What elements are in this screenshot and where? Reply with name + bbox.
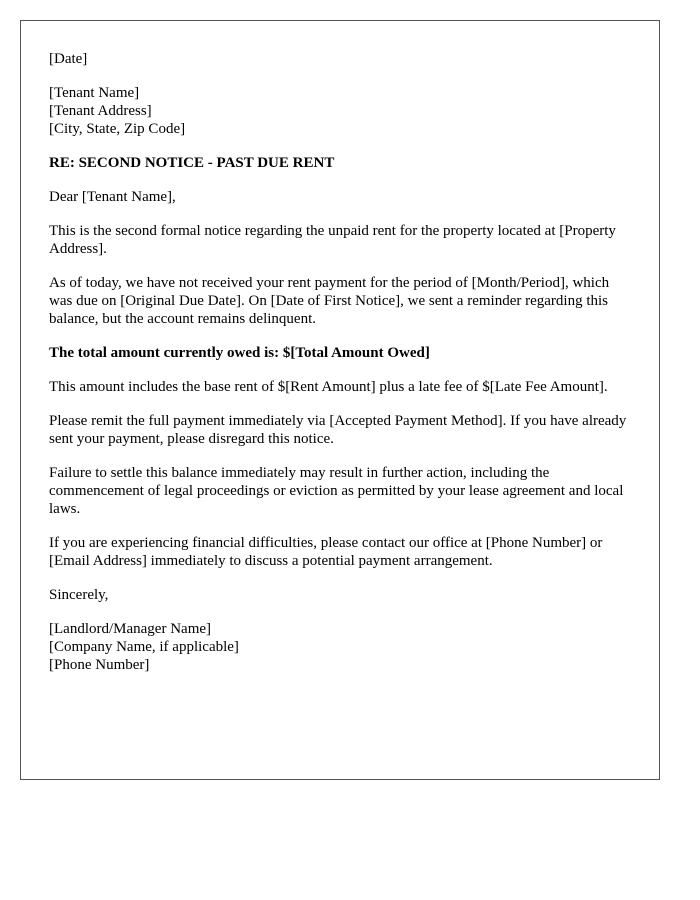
letter-date: [Date]: [49, 51, 88, 67]
signature-name: [Landlord/Manager Name]: [49, 621, 212, 637]
subject-line: RE: SECOND NOTICE - PAST DUE RENT: [49, 155, 335, 171]
amount-owed-line: The total amount currently owed is: $[Total Amount Owed]: [49, 345, 430, 361]
letter-page: [20, 20, 660, 780]
paragraph-status: As of today, we have not received your rent payment for the period of [Month/Period], which was due on [Original Due Date]. On [Date of First Notice], we sent a reminder regarding this balance, but the account remains delinquent.: [49, 275, 610, 327]
salutation: Dear [Tenant Name],: [49, 189, 176, 205]
recipient-city-state-zip: [City, State, Zip Code]: [49, 121, 186, 137]
paragraph-consequences: Failure to settle this balance immediately may result in further action, including the commencement of legal proceedings or eviction as permitted by your lease agreement and local laws.: [49, 465, 624, 517]
signature-company: [Company Name, if applicable]: [49, 639, 239, 655]
signature-phone: [Phone Number]: [49, 657, 150, 673]
paragraph-remit: Please remit the full payment immediately via [Accepted Payment Method]. If you have already sent your payment, please disregard this notice.: [49, 413, 627, 447]
paragraph-contact: If you are experiencing financial difficulties, please contact our office at [Phone Number] or [Email Address] immediately to discuss a potential payment arrangement.: [49, 535, 603, 569]
recipient-address: [Tenant Address]: [49, 103, 152, 119]
recipient-name: [Tenant Name]: [49, 85, 140, 101]
paragraph-breakdown: This amount includes the base rent of $[Rent Amount] plus a late fee of $[Late Fee Amount].: [49, 379, 608, 395]
closing: Sincerely,: [49, 587, 109, 603]
paragraph-intro: This is the second formal notice regarding the unpaid rent for the property located at [Property Address].: [49, 223, 616, 257]
recipient-block: [49, 84, 631, 138]
signature-block: [49, 620, 631, 674]
